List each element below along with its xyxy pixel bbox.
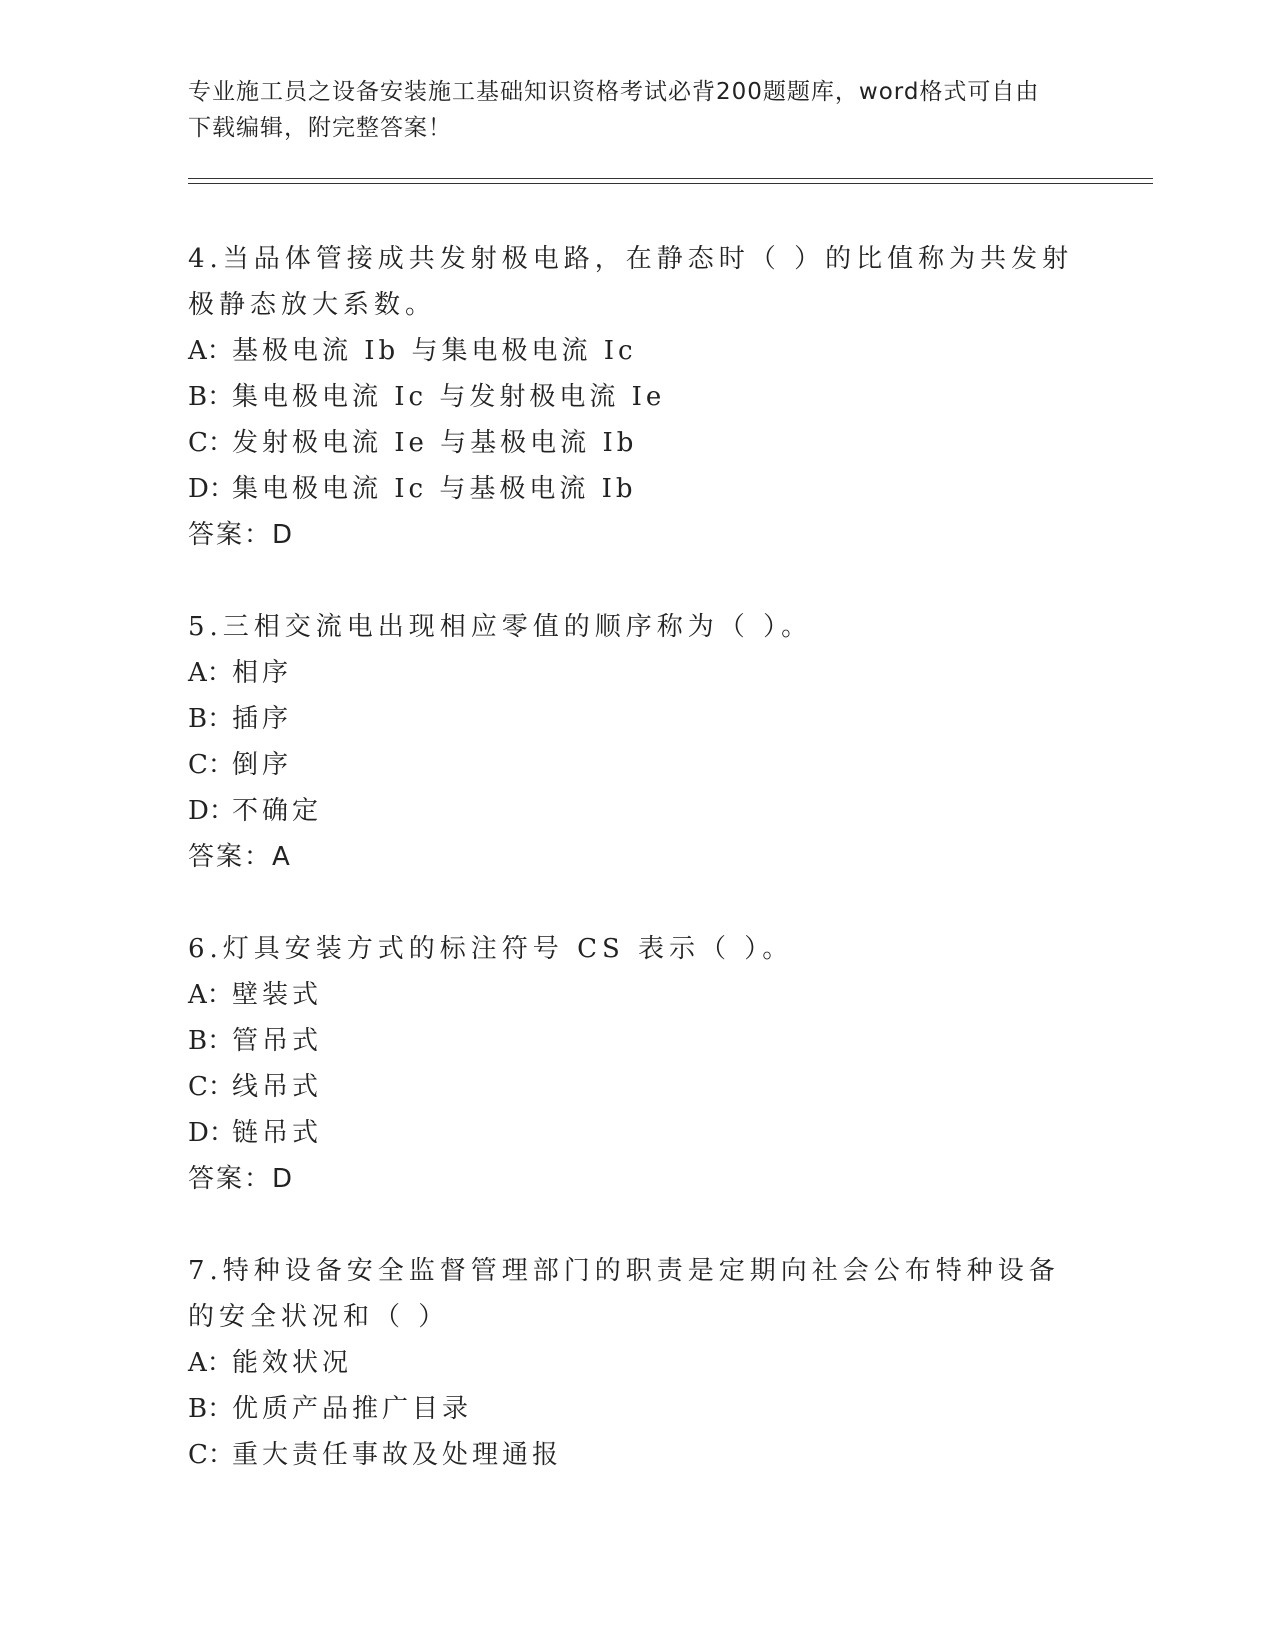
question-item <box>188 604 1088 880</box>
option-key: B： <box>188 1026 234 1056</box>
header-line-2: 下载编辑，附完整答案！ <box>188 115 452 141</box>
option-key: A： <box>188 1348 233 1378</box>
option-b <box>188 1018 1088 1064</box>
option-text: 发射极电流 Ie 与基极电流 Ib <box>232 428 638 458</box>
question-item <box>188 1248 1088 1478</box>
option-text: 管吊式 <box>232 1026 323 1056</box>
option-key: D： <box>188 796 235 826</box>
option-b <box>188 374 1088 420</box>
header-divider-top <box>188 178 1153 179</box>
question-stem: 6.灯具安装方式的标注符号 CS 表示（ ）。 <box>188 934 794 964</box>
answer-label: 答案： <box>188 520 273 550</box>
option-text: 不确定 <box>232 796 323 826</box>
option-key: C： <box>188 1440 234 1470</box>
option-key: A： <box>188 336 233 366</box>
option-text: 能效状况 <box>232 1348 353 1378</box>
answer-line <box>188 1156 1088 1202</box>
answer-line <box>188 512 1088 558</box>
option-text: 优质产品推广目录 <box>232 1394 473 1424</box>
option-text: 集电极电流 Ic 与基极电流 Ib <box>232 474 637 504</box>
option-c <box>188 420 1088 466</box>
option-text: 集电极电流 Ic 与发射极电流 Ie <box>232 382 666 412</box>
option-key: B： <box>188 704 234 734</box>
answer-line <box>188 834 1088 880</box>
option-key: D： <box>188 474 235 504</box>
answer-label: 答案： <box>188 842 273 872</box>
option-a <box>188 972 1088 1018</box>
option-key: B： <box>188 382 234 412</box>
header-divider-bottom <box>188 183 1153 184</box>
option-key: C： <box>188 750 234 780</box>
option-d <box>188 1110 1088 1156</box>
question-item <box>188 926 1088 1202</box>
question-stem: 5.三相交流电出现相应零值的顺序称为（ ）。 <box>188 612 813 642</box>
answer-value: D <box>272 1164 295 1194</box>
option-d <box>188 788 1088 834</box>
option-b <box>188 696 1088 742</box>
answer-label: 答案： <box>188 1164 273 1194</box>
option-text: 线吊式 <box>232 1072 323 1102</box>
option-b <box>188 1386 1088 1432</box>
option-key: C： <box>188 1072 234 1102</box>
option-c <box>188 742 1088 788</box>
answer-value: D <box>272 520 295 550</box>
option-text: 倒序 <box>232 750 293 780</box>
question-stem: 7.特种设备安全监督管理部门的职责是定期向社会公布特种设备的安全状况和（ ） <box>188 1256 1060 1332</box>
option-text: 壁装式 <box>232 980 323 1010</box>
question-item <box>188 236 1088 558</box>
option-text: 插序 <box>232 704 293 734</box>
option-text: 重大责任事故及处理通报 <box>232 1440 563 1470</box>
option-key: B： <box>188 1394 234 1424</box>
option-key: C： <box>188 428 234 458</box>
option-c <box>188 1432 1088 1478</box>
option-text: 相序 <box>232 658 293 688</box>
option-d <box>188 466 1088 512</box>
option-a <box>188 1340 1088 1386</box>
option-key: D： <box>188 1118 235 1148</box>
option-a <box>188 328 1088 374</box>
document-header <box>188 74 1088 146</box>
option-a <box>188 650 1088 696</box>
option-c <box>188 1064 1088 1110</box>
answer-value: A <box>272 842 292 872</box>
option-text: 链吊式 <box>232 1118 323 1148</box>
option-text: 基极电流 Ib 与集电极电流 Ic <box>232 336 637 366</box>
question-stem: 4.当品体管接成共发射极电路，在静态时（ ）的比值称为共发射极静态放大系数。 <box>188 244 1074 320</box>
header-line-1: 专业施工员之设备安装施工基础知识资格考试必背200题题库，word格式可自由 <box>188 79 1040 105</box>
option-key: A： <box>188 658 233 688</box>
question-list <box>188 236 1088 1524</box>
option-key: A： <box>188 980 233 1010</box>
